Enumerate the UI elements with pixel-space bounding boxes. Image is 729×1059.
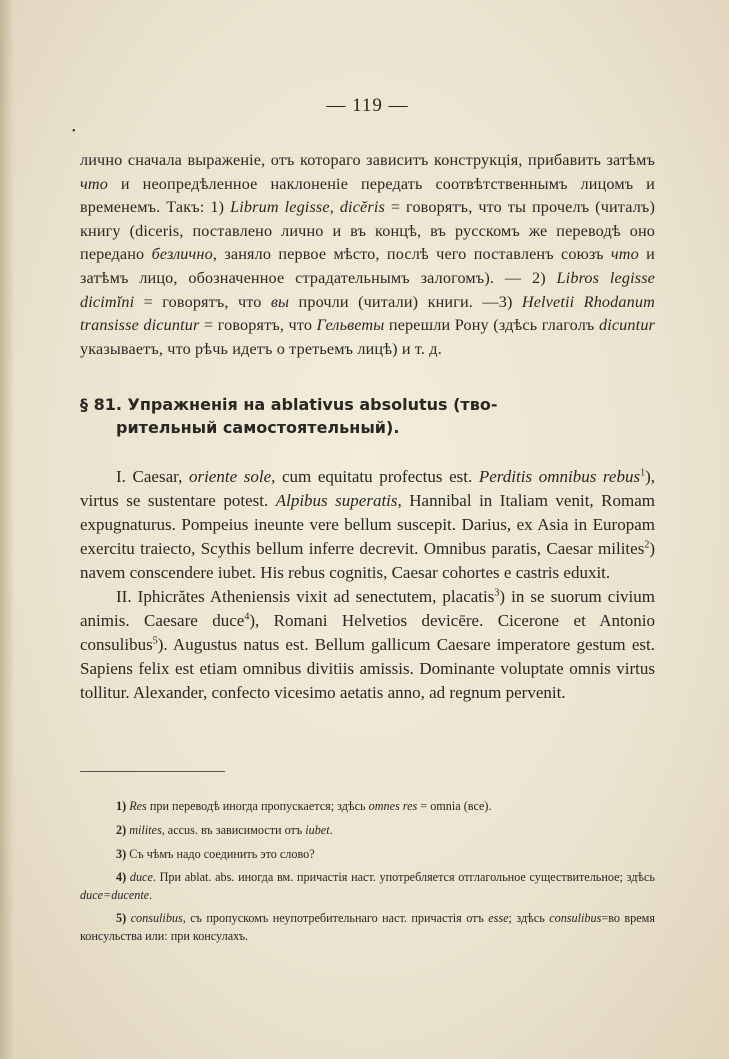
footnote-4: 4) duce. При ablat. abs. иногда вм. причастія наст. употребляется отглагольное существительное; здѣсь duce=ducente. [80, 870, 655, 902]
section-heading-line2: рительный самостоятельный). [116, 418, 400, 438]
page-number: — 119 — [326, 95, 409, 116]
exercise-paragraph-1: I. Caesar, oriente sole, cum equitatu profectus est. Perditis omnibus rebus$^1$), virtus se sustentare potest. Alpibus superatis, Hannibal in Italiam venit, Romam expugnaturus. Pompeius ineunte vere bellum suscepit. Darius, ex Asia in Europam exercitu traiecto, Scythis bellum inferre decrevit. Omnibus paratis, Caesar milites$^2$) navem conscendere iubet. His rebus cognitis, Caesar cohortes e castris eduxit. [80, 467, 656, 583]
footnote-ref-5: 5 [152, 635, 158, 647]
page-content [80, 95, 655, 952]
print-speck: • [72, 126, 76, 137]
footnote-ref-3: 3 [494, 587, 500, 599]
page-edge-shadow [0, 0, 14, 1059]
footnote-ref-4: 4 [244, 611, 250, 623]
section-heading-line1: § 81. Упражненія на ablativus absolutus (тво- [80, 395, 498, 415]
footnote-5: 5) consulibus, съ пропускомъ неупотребительнаго наст. причастія отъ esse; здѣсь consulibus=во время консульства или: при консулахъ. [80, 911, 655, 943]
footnote-ref-1: 1 [640, 467, 646, 479]
footnote-2: 2) milites, accus. въ зависимости отъ iubet. [116, 822, 333, 837]
footnote-ref-2: 2 [644, 539, 650, 551]
footnote-separator [80, 771, 225, 772]
section-heading [80, 393, 655, 439]
footnote-1: 1) Res при переводѣ иногда пропускается; здѣсь omnes res = omnia (все). [116, 799, 492, 814]
footnote-3: 3) Съ чѣмъ надо соединить это слово? [116, 846, 315, 861]
exercise-paragraph-2: II. Iphicrătes Atheniensis vixit ad senectutem, placatis$^3$) in se suorum civium animis. Caesare duce$^4$), Romani Helvetios devicēre. Cicerone et Antonio consulibus$^5$). Augustus natus est. Bellum gallicum Caesare imperatore gestum est. Sapiens felix est etiam omnibus divitiis amissis. Dominante voluptate omnis virtus tollitur. Alexander, confecto vicesimo aetatis anno, ad regnum pervenit. [80, 587, 656, 703]
intro-paragraph: лично сначала выраженіе, отъ котораго зависитъ конструкція, прибавить затѣмъ что и неопредѣленное наклоненіе передать соотвѣтственнымъ лицомъ и временемъ. Такъ: 1) Librum legisse, dicĕris = говорятъ, что ты прочелъ (читалъ) книгу (diceris, поставлено лично и въ концѣ, въ русскомъ же переводѣ оно передано безлично, заняло первое мѣсто, послѣ чего поставленъ союзъ что и затѣмъ лицо, обозначенное страдательнымъ залогомъ). — 2) Libros legisse dicimĭni = говорятъ, что вы прочли (читали) книги. —3) Helvetii Rhodanum transisse dicuntur = говорятъ, что Гельветы перешли Рону (здѣсь глаголъ dicuntur указываетъ, что рѣчь идетъ о третьемъ лицѣ) и т. д. [80, 151, 656, 358]
